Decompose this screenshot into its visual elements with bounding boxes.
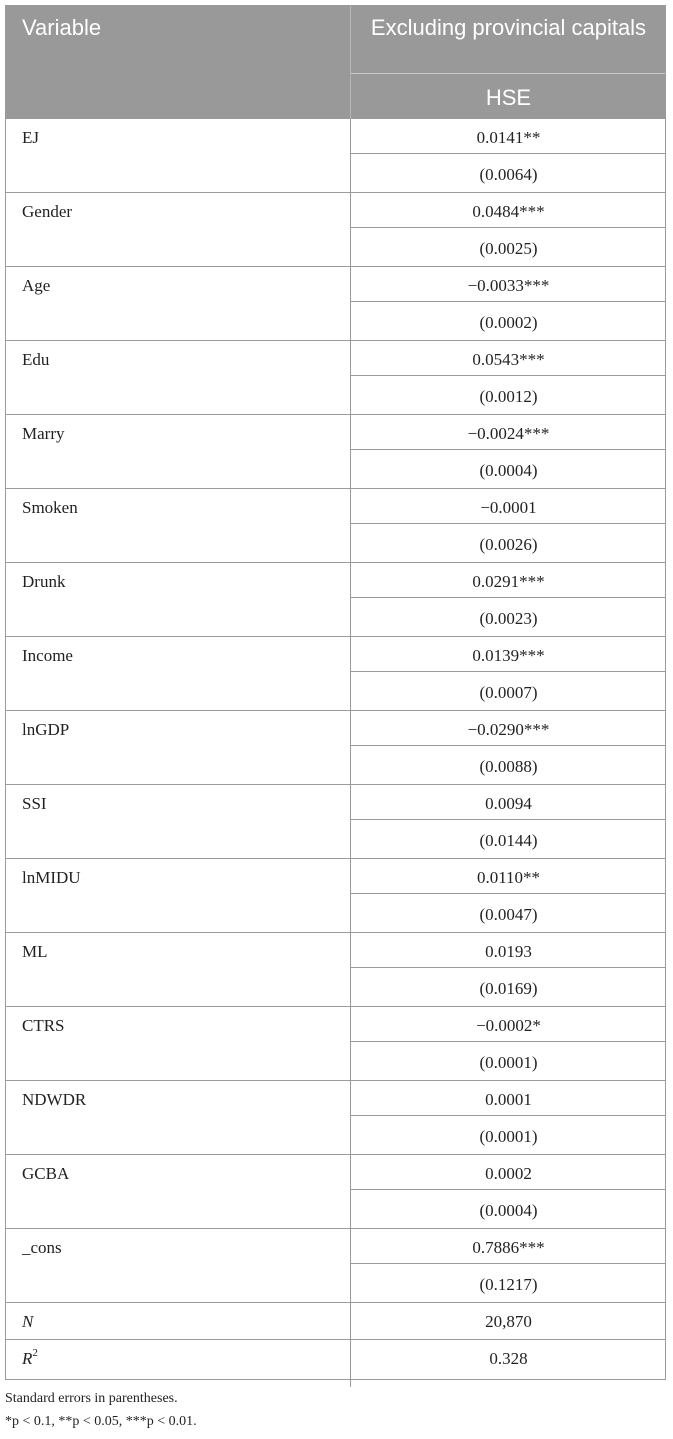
standard-error-cell: (0.0004) [479, 461, 538, 480]
row-subrule [351, 893, 666, 894]
coefficient-cell: −0.0033*** [467, 276, 550, 295]
row-label: lnMIDU [22, 868, 81, 887]
row-label: _cons [22, 1238, 62, 1257]
row-subrule [351, 597, 666, 598]
row-subrule [351, 671, 666, 672]
row-rule [5, 784, 666, 785]
coefficient-cell: 0.0484*** [472, 202, 545, 221]
row-subrule [351, 967, 666, 968]
standard-error-cell: (0.0144) [479, 831, 538, 850]
row-subrule [351, 523, 666, 524]
row-rule [5, 858, 666, 859]
coefficient-cell: 0.7886*** [472, 1238, 545, 1257]
standard-error-cell: (0.1217) [479, 1275, 538, 1294]
standard-error-cell: (0.0002) [479, 313, 538, 332]
row-subrule [351, 1041, 666, 1042]
row-rule [5, 636, 666, 637]
row-rule [5, 1228, 666, 1229]
row-label: lnGDP [22, 720, 70, 739]
row-label: Drunk [22, 572, 66, 591]
coefficient-cell: 0.0110** [476, 868, 541, 887]
row-label: GCBA [22, 1164, 70, 1183]
note-standard-errors: Standard errors in parentheses. [5, 1391, 178, 1406]
row-label: Age [22, 276, 51, 295]
row-rule [5, 710, 666, 711]
row-subrule [351, 301, 666, 302]
row-label: EJ [22, 128, 39, 147]
row-label: Income [22, 646, 73, 665]
standard-error-cell: (0.0001) [479, 1127, 538, 1146]
coefficient-cell: −0.0001 [480, 498, 537, 517]
standard-error-cell: (0.0023) [479, 609, 538, 628]
row-label: NDWDR [22, 1090, 87, 1109]
standard-error-cell: (0.0047) [479, 905, 538, 924]
row-label: Gender [22, 202, 73, 221]
coefficient-cell: 0.0543*** [472, 350, 545, 369]
stat-label-r2: $R^2$ [22, 1347, 38, 1368]
stat-value: 0.328 [489, 1349, 528, 1368]
row-rule [5, 340, 666, 341]
header-column-hse: HSE [485, 85, 532, 110]
row-subrule [351, 1189, 666, 1190]
coefficient-cell: 0.0001 [485, 1090, 532, 1109]
row-rule [5, 192, 666, 193]
coefficient-cell: 0.0141** [476, 128, 541, 147]
row-subrule [351, 1115, 666, 1116]
standard-error-cell: (0.0025) [479, 239, 538, 258]
row-rule [5, 562, 666, 563]
standard-error-cell: (0.0026) [479, 535, 538, 554]
row-rule [5, 932, 666, 933]
coefficient-cell: 0.0094 [485, 794, 532, 813]
stat-value: 20,870 [485, 1312, 532, 1331]
coefficient-cell: 0.0291*** [472, 572, 545, 591]
coefficient-cell: 0.0193 [485, 942, 532, 961]
row-rule [5, 1080, 666, 1081]
row-rule [5, 1339, 666, 1340]
coefficient-cell: 0.0002 [485, 1164, 532, 1183]
row-rule [5, 414, 666, 415]
standard-error-cell: (0.0169) [479, 979, 538, 998]
row-label: Edu [22, 350, 50, 369]
note-significance: *p < 0.1, **p < 0.05, ***p < 0.01. [5, 1414, 197, 1429]
row-subrule [351, 1263, 666, 1264]
column-divider [350, 119, 351, 1387]
row-rule [5, 488, 666, 489]
header-variable: Variable [22, 15, 102, 40]
row-label: ML [22, 942, 48, 961]
row-rule [5, 1154, 666, 1155]
standard-error-cell: (0.0064) [479, 165, 538, 184]
row-label: Marry [22, 424, 65, 443]
table-notes [5, 1387, 197, 1433]
row-rule [5, 266, 666, 267]
coefficient-cell: 0.0139*** [472, 646, 545, 665]
row-rule [5, 1302, 666, 1303]
standard-error-cell: (0.0088) [479, 757, 538, 776]
row-label: CTRS [22, 1016, 65, 1035]
row-subrule [351, 153, 666, 154]
header-group-title: Excluding provincial capitals [370, 15, 647, 40]
coefficient-cell: −0.0024*** [467, 424, 550, 443]
row-subrule [351, 745, 666, 746]
row-subrule [351, 227, 666, 228]
stat-label-n: N [22, 1312, 34, 1331]
standard-error-cell: (0.0007) [479, 683, 538, 702]
row-rule [5, 1006, 666, 1007]
row-subrule [351, 819, 666, 820]
row-subrule [351, 375, 666, 376]
coefficient-cell: −0.0290*** [467, 720, 550, 739]
standard-error-cell: (0.0001) [479, 1053, 538, 1072]
standard-error-cell: (0.0004) [479, 1201, 538, 1220]
row-label: Smoken [22, 498, 78, 517]
row-label: SSI [22, 794, 47, 813]
standard-error-cell: (0.0012) [479, 387, 538, 406]
coefficient-cell: −0.0002* [476, 1016, 541, 1035]
row-subrule [351, 449, 666, 450]
